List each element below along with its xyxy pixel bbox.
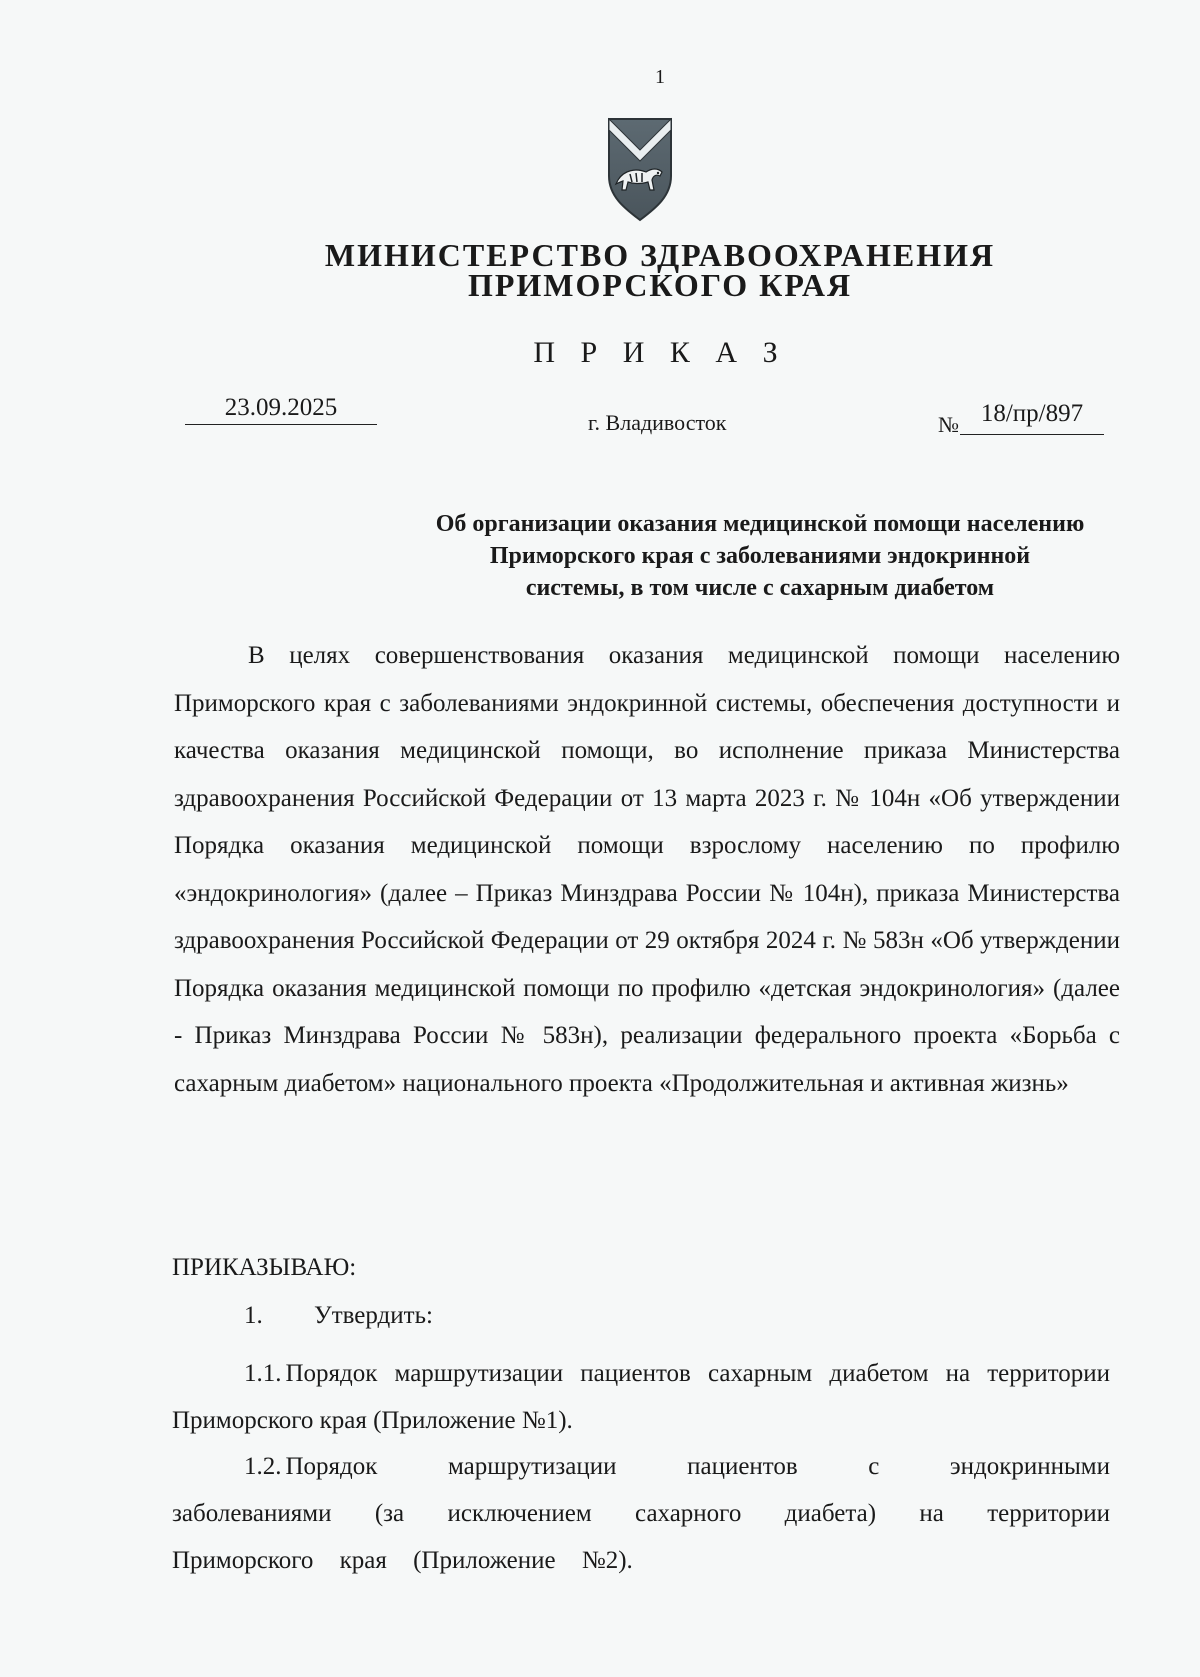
primorsky-krai-coat-of-arms-icon bbox=[606, 116, 674, 226]
order-subitem-1-1 bbox=[172, 1350, 1110, 1444]
order-city: г. Владивосток bbox=[588, 410, 727, 435]
subitem-number: 1.2. bbox=[244, 1453, 282, 1480]
order-keyword: ПРИКАЗЫВАЮ: bbox=[172, 1254, 357, 1281]
title-line-1: Об организации оказания медицинской помощи населению bbox=[435, 511, 1085, 537]
item-number: 1. bbox=[244, 1302, 263, 1329]
order-subitem-1-2 bbox=[172, 1443, 1110, 1584]
document-type: П Р И К А З bbox=[533, 336, 787, 369]
subitem-text: Порядок маршрутизации пациентов сахарным диабетом на территории Приморского края (Приложение №1). bbox=[172, 1360, 1110, 1434]
title-line-3: системы, в том числе с сахарным диабетом bbox=[525, 575, 995, 601]
order-item-1 bbox=[244, 1302, 433, 1330]
order-number-label: № bbox=[938, 412, 959, 437]
order-date: 23.09.2025 bbox=[185, 394, 377, 425]
preamble-paragraph: В целях совершенствования оказания медицинской помощи населению Приморского края с заболеваниями эндокринной системы, обеспечения доступности и качества оказания медицинской помощи, во исполнение приказа Министерства здравоохранения Российской Федерации от 13 марта 2023 г. № 104н «Об утверждении Порядка оказания медицинской помощи взрослому населению по профилю «эндокринология» (далее – Приказ Минздрава России № 104н), приказа Министерства здравоохранения Российской Федерации от 29 октября 2024 г. № 583н «Об утверждении Порядка оказания медицинской помощи по профилю «детская эндокринология» (далее - Приказ Минздрава России № 583н), реализации федерального проекта «Борьба с сахарным диабетом» национального проекта «Продолжительная и активная жизнь» bbox=[174, 642, 1120, 1097]
order-number: 18/пр/897 bbox=[960, 400, 1104, 435]
ministry-line-1: МИНИСТЕРСТВО ЗДРАВООХРАНЕНИЯ bbox=[324, 237, 996, 273]
ministry-line-2: ПРИМОРСКОГО КРАЯ bbox=[467, 267, 853, 303]
subitem-number: 1.1. bbox=[244, 1360, 282, 1387]
title-line-2: Приморского края с заболеваниями эндокринной bbox=[489, 543, 1031, 569]
ministry-name bbox=[0, 237, 1200, 303]
item-text: Утвердить: bbox=[314, 1302, 433, 1329]
page-number: 1 bbox=[655, 66, 665, 88]
subitem-text: Порядок маршрутизации пациентов с эндокринными заболеваниями (за исключением сахарного диабета) на территории Приморского края (Приложение №2). bbox=[172, 1453, 1110, 1574]
document-title bbox=[200, 508, 1200, 604]
